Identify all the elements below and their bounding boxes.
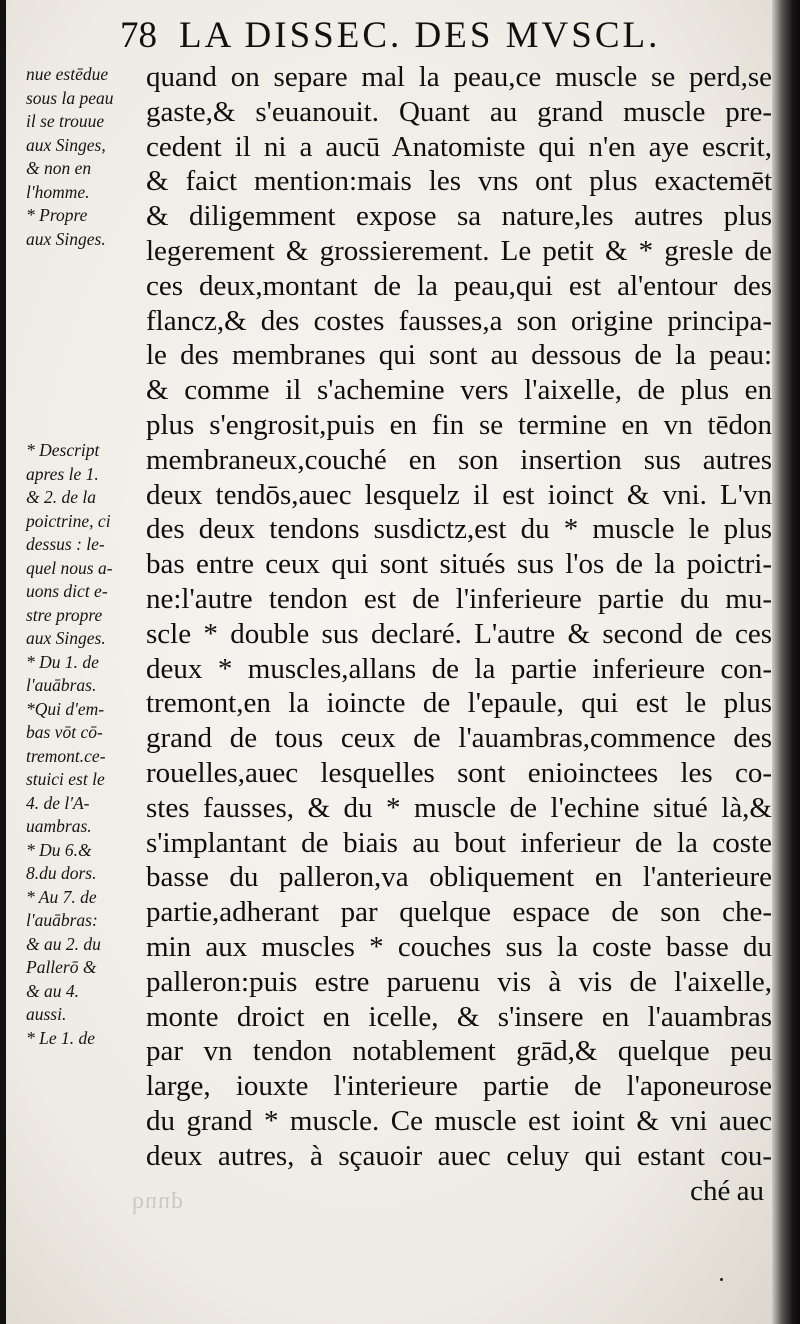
- text-line: scle * double sus declaré. L'autre & second de ces: [146, 617, 772, 650]
- text-line: stes fausses, & du * muscle de l'echine situé là,&: [146, 791, 772, 824]
- text-line: par vn tendon notablement grād,& quelque peu: [146, 1035, 772, 1068]
- margin-note-line: [26, 275, 144, 299]
- text-line: tremont,en la ioincte de l'epaule, qui est le plus: [146, 687, 772, 720]
- margin-note-line: * Le 1. de: [26, 1027, 96, 1048]
- margin-note-line: * Propre: [26, 205, 88, 225]
- text-line: & diligemment expose sa nature,les autres plus: [146, 200, 772, 233]
- margin-note-line: nue estēdue: [26, 64, 109, 84]
- margin-note-line: sous la peau: [26, 87, 114, 108]
- text-line: le des membranes qui sont au dessous de la peau:: [146, 339, 772, 372]
- text-line: & comme il s'achemine vers l'aixelle, de plus en: [146, 374, 772, 407]
- margin-note-line: l'homme.: [26, 181, 90, 202]
- bleed-through-text: buup: [132, 1191, 184, 1217]
- margin-note-line: tremont.ce-: [26, 745, 106, 766]
- margin-note-line: aux Singes.: [26, 628, 106, 648]
- text-line: deux autres, à sçauoir auec celuy qui estant cou-: [146, 1139, 772, 1172]
- text-line: rouelles,auec lesquelles sont enioinctees les co-: [146, 756, 772, 789]
- margin-note-line: * Descript: [26, 440, 100, 460]
- text-line: large, iouxte l'interieure partie de l'aponeurose: [146, 1070, 772, 1103]
- page-left-edge: [0, 0, 6, 1324]
- text-line: bas entre ceux qui sont situés sus l'os de la poictri-: [146, 548, 772, 581]
- margin-note-line: dessus : le-: [26, 534, 105, 554]
- margin-note-line: apres le 1.: [26, 463, 99, 484]
- text-line: partie,adherant par quelque espace de son che-: [146, 896, 772, 929]
- margin-note-line: il se trouue: [26, 111, 105, 131]
- margin-note-line: 8.du dors.: [26, 863, 97, 883]
- margin-note-line: [26, 298, 144, 322]
- text-line: deux tendōs,auec lesquelz il est ioinct & vni. L'vn: [146, 478, 772, 511]
- text-line: cedent il ni a aucū Anatomiste qui n'en aye escrit,: [146, 130, 772, 163]
- margin-note-line: [26, 345, 144, 369]
- margin-note-line: uambras.: [26, 816, 92, 836]
- margin-note-line: & au 4.: [26, 980, 79, 1001]
- margin-note-line: & au 2. du: [26, 933, 101, 954]
- margin-note-line: stre propre: [26, 604, 103, 625]
- margin-note-line: 4. de l'A-: [26, 792, 90, 813]
- ink-speck: [720, 1278, 723, 1281]
- text-line: legerement & grossierement. Le petit & * gresle de: [146, 234, 772, 267]
- margin-note-line: [26, 416, 144, 440]
- text-line: des deux tendons susdictz,est du * muscle le plus: [146, 513, 772, 546]
- text-line: quand on separe mal la peau,ce muscle se perd,se: [146, 61, 772, 93]
- margin-note-line: uons dict e-: [26, 581, 108, 601]
- page-right-edge-shadow: [772, 0, 800, 1324]
- margin-note-line: l'auābras:: [26, 910, 98, 930]
- margin-note-line: & 2. de la: [26, 487, 96, 507]
- margin-note-line: bas vōt cō-: [26, 722, 103, 742]
- text-line: gaste,& s'euanouit. Quant au grand muscle pre-: [146, 95, 772, 128]
- margin-note-line: aux Singes.: [26, 228, 106, 249]
- text-line: s'implantant de biais au bout inferieur de la coste: [146, 826, 772, 859]
- text-line: monte droict en icelle, & s'insere en l'auambras: [146, 1000, 772, 1033]
- margin-note-line: [26, 392, 144, 416]
- text-line: basse du palleron,va obliquement en l'anterieure: [146, 861, 772, 894]
- text-line: membraneux,couché en son insertion sus autres: [146, 443, 772, 476]
- text-line: ces deux,montant de la peau,qui est al'entour des: [146, 269, 772, 302]
- text-line: grand de tous ceux de l'auambras,commence des: [146, 722, 772, 755]
- text-line: plus s'engrosit,puis en fin se termine en vn tēdon: [146, 408, 772, 441]
- margin-note-line: *Qui d'em-: [26, 698, 105, 719]
- text-line: du grand * muscle. Ce muscle est ioint & vni auec: [146, 1104, 772, 1137]
- text-line: palleron:puis estre paruenu vis à vis de l'aixelle,: [146, 965, 772, 998]
- page-header: [120, 14, 740, 58]
- margin-note-line: quel nous a-: [26, 557, 113, 578]
- text-line: deux * muscles,allans de la partie inferieure con-: [146, 652, 772, 685]
- text-line: ne:l'autre tendon est de l'inferieure partie du mu-: [146, 582, 772, 615]
- text-line: min aux muscles * couches sus la coste basse du: [146, 930, 772, 963]
- margin-note-line: aux Singes,: [26, 134, 106, 155]
- margin-note-line: Pallerō &: [26, 957, 97, 977]
- margin-note-line: [26, 322, 144, 346]
- running-title: LA DISSEC. DES MVSCL.: [179, 15, 661, 56]
- text-line: ché au: [690, 1174, 764, 1207]
- margin-note-line: aussi.: [26, 1004, 67, 1024]
- margin-note-line: poictrine, ci: [26, 510, 111, 531]
- margin-note-line: stuici est le: [26, 769, 105, 789]
- margin-note-line: * Du 6.&: [26, 839, 92, 860]
- text-line: flancz,& des costes fausses,a son origine principa-: [146, 304, 772, 337]
- text-line: & faict mention:mais les vns ont plus exactemēt: [146, 165, 772, 198]
- margin-note-line: l'auābras.: [26, 675, 97, 695]
- page-number: 78: [120, 15, 157, 56]
- margin-note-line: * Du 1. de: [26, 651, 99, 672]
- margin-note-line: * Au 7. de: [26, 886, 97, 907]
- margin-note-line: & non en: [26, 158, 92, 178]
- margin-notes: [26, 63, 144, 1050]
- margin-note-line: [26, 251, 144, 275]
- margin-note-line: [26, 369, 144, 393]
- main-text: [146, 60, 772, 1208]
